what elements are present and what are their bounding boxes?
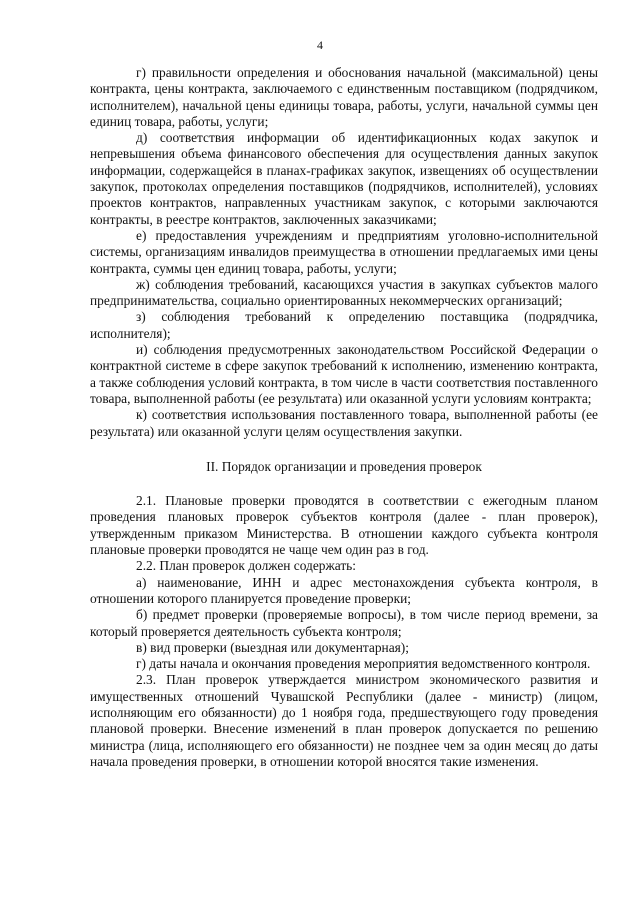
paragraph-item-i: и) соблюдения предусмотренных законодательством Российской Федерации о контрактной системе в сфере закупок требований к исполнению, изменению контракта, а также соблюдения условий контракта, в том числе в части соответствия поставленного товара, выполненной работы (ее результата) или оказанной услуги условиям контракта; xyxy=(90,342,598,406)
paragraph-2-2: 2.2. План проверок должен содержать: xyxy=(136,558,357,574)
paragraph-item-g: г) правильности определения и обоснования начальной (максимальной) цены контракта, цены контракта, заключаемого с единственным поставщиком (подрядчиком, исполнителем), начальной цены единицы товара, работы, услуги, начальной суммы цен единиц товара, работы, услуги; xyxy=(90,65,598,129)
section-heading: II. Порядок организации и проведения проверок xyxy=(206,458,482,474)
paragraph-item-z: з) соблюдения требований к определению поставщика (подрядчика, исполнителя); xyxy=(90,309,598,341)
paragraph-2-2-b: б) предмет проверки (проверяемые вопросы), в том числе период времени, за который проверяется деятельность субъекта контроля; xyxy=(90,607,598,639)
page-number: 4 xyxy=(317,38,323,52)
paragraph-2-1: 2.1. Плановые проверки проводятся в соответствии с ежегодным планом проведения плановых проверок субъектов контроля (далее - план проверок), утвержденным приказом Министерства. В отношении каждого субъекта контроля плановые проверки проводятся не чаще чем один раз в год. xyxy=(90,493,598,558)
paragraph-item-d: д) соответствия информации об идентификационных кодах закупок и непревышения объема финансового обеспечения для осуществления данных закупок информации, содержащейся в планах-графиках закупок, извещениях об осуществлении закупок, протоколах определения поставщиков (подрядчиков, исполнителей), условиях проектов контрактов, направленных участникам закупок, с которыми заключаются контракты, в реестре контрактов, заключенных заказчиками; xyxy=(90,130,598,227)
paragraph-item-zh: ж) соблюдения требований, касающихся участия в закупках субъектов малого предпринимательства, социально ориентированных некоммерческих организаций; xyxy=(90,276,598,309)
paragraph-2-2-v: в) вид проверки (выездная или документарная); xyxy=(136,639,409,655)
paragraph-item-k: к) соответствия использования поставленного товара, выполненной работы (ее результата) или оказанной услуги целям осуществления закупки. xyxy=(90,407,598,439)
paragraph-item-e: е) предоставления учреждениям и предприятиям уголовно-исполнительной системы, организациям инвалидов преимущества в отношении предлагаемых ими цены контракта, суммы цен единиц товара, работы, услуги; xyxy=(90,227,598,276)
paragraph-2-2-g: г) даты начала и окончания проведения мероприятия ведомственного контроля. xyxy=(136,656,591,672)
document-body xyxy=(90,65,598,770)
paragraph-2-2-a: а) наименование, ИНН и адрес местонахождения субъекта контроля, в отношении которого планируется проведение проверки; xyxy=(90,574,598,606)
paragraph-2-3: 2.3. План проверок утверждается министром экономического развития и имущественных отношений Чувашской Республики (далее - министр) (лицом, исполняющим его обязанности) до 1 ноября года, предшествующего году проведения плановой проверки. Внесение изменений в план проверок допускается по решению министра (лица, исполняющего его обязанности) не позднее чем за один месяц до даты начала проведения проверки, в отношении которой вносятся такие изменения. xyxy=(90,672,598,769)
